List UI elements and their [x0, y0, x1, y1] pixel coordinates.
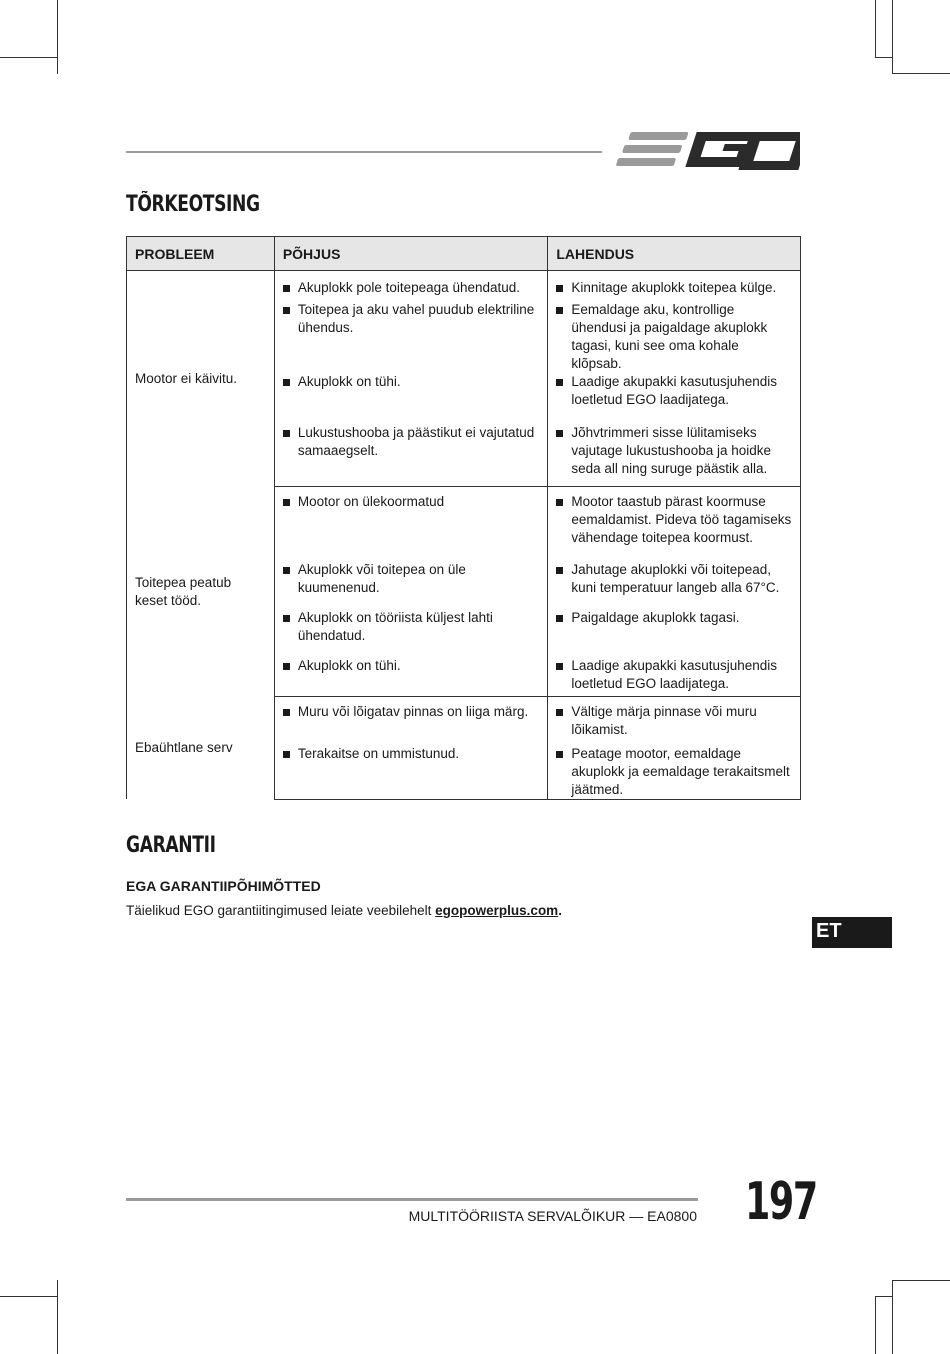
header-solution: LAHENDUS — [548, 237, 801, 271]
warranty-text — [126, 903, 562, 918]
cause-text: Akuplokk on tööriista küljest lahti ühendatud. — [297, 609, 493, 643]
table-row — [127, 271, 801, 301]
solution-text: Kinnitage akuplokk toitepea külge. — [571, 280, 777, 295]
solution-text: Jahutage akuplokki või toitepead, kuni temperatuur langeb alla 67°C. — [571, 561, 780, 595]
crop-mark — [875, 1296, 876, 1354]
header-cause: PÕHJUS — [274, 237, 548, 271]
troubleshooting-table — [126, 236, 801, 800]
solution-text: Vältige märja pinnase või muru lõikamist. — [571, 704, 757, 737]
cause-text: Akuplokk pole toitepeaga ühendatud. — [297, 280, 521, 295]
warranty-subtitle: EGA GARANTIIPÕHIMÕTTED — [126, 878, 321, 894]
problem-cell: Toitepea peatub keset tööd. — [127, 487, 275, 697]
crop-mark — [875, 57, 892, 58]
problem-cell: Ebaühtlane serv — [127, 697, 275, 800]
header-problem: PROBLEEM — [127, 237, 275, 271]
table-header-row — [127, 237, 801, 271]
cause-text: Lukustushooba ja päästikut ei vajutatud samaaegselt. — [297, 424, 535, 458]
warranty-text-body: Täielikud EGO garantiitingimused leiate veebilehelt — [126, 903, 436, 918]
cause-text: Terakaitse on ummistunud. — [297, 745, 460, 761]
solution-text: Paigaldage akuplokk tagasi. — [571, 609, 740, 625]
solution-text: Laadige akupakki kasutusjuhendis loetletud EGO laadijatega. — [571, 373, 778, 407]
footer-title: MULTITÖÖRIISTA SERVALÕIKUR — EA0800 — [408, 1208, 697, 1224]
cause-text: Akuplokk või toitepea on üle kuumenenud. — [297, 561, 466, 595]
crop-mark — [875, 0, 876, 57]
warranty-text-end: . — [558, 903, 562, 918]
crop-mark — [57, 0, 58, 74]
page-number: 197 — [745, 1172, 817, 1232]
cause-text: Toitepea ja aku vahel puudub elektriline ühendus. — [297, 301, 535, 335]
table-row — [127, 697, 801, 745]
warranty-title: GARANTII — [126, 833, 216, 858]
solution-text: Laadige akupakki kasutusjuhendis loetletud EGO laadijatega. — [571, 657, 778, 691]
crop-mark — [57, 1280, 58, 1354]
crop-mark — [0, 1296, 57, 1297]
footer-rule — [126, 1198, 698, 1201]
crop-mark — [892, 1280, 950, 1281]
header-rule — [126, 151, 602, 153]
cause-text: Akuplokk on tühi. — [297, 373, 401, 389]
cause-text: Muru või lõigatav pinnas on liiga märg. — [297, 704, 529, 719]
solution-text: Eemaldage aku, kontrollige ühendusi ja paigaldage akuplokk tagasi, kuni see oma kohale klõpsab. — [571, 301, 768, 371]
crop-mark — [892, 0, 893, 74]
table-row — [127, 487, 801, 561]
cause-text: Akuplokk on tühi. — [297, 657, 401, 673]
crop-mark — [0, 57, 57, 58]
solution-text: Mootor taastub pärast koormuse eemaldamist. Pideva töö tagamiseks vähendage toitepea koormust. — [571, 494, 792, 545]
warranty-link[interactable]: egopowerplus.com — [435, 903, 559, 918]
troubleshooting-title: TÕRKEOTSING — [126, 192, 260, 217]
ego-logo — [616, 128, 800, 177]
cause-text: Mootor on ülekoormatud — [297, 494, 445, 509]
crop-mark — [875, 1296, 892, 1297]
solution-text: Peatage mootor, eemaldage akuplokk ja eemaldage terakaitsmelt jäätmed. — [571, 745, 790, 797]
solution-text: Jõhvtrimmeri sisse lülitamiseks vajutage lukustushooba ja hoidke seda all ning suruge päästik alla. — [571, 424, 772, 476]
language-tab: ET — [812, 917, 892, 948]
problem-cell: Mootor ei käivitu. — [127, 271, 275, 487]
crop-mark — [892, 1280, 893, 1354]
crop-mark — [892, 73, 950, 74]
